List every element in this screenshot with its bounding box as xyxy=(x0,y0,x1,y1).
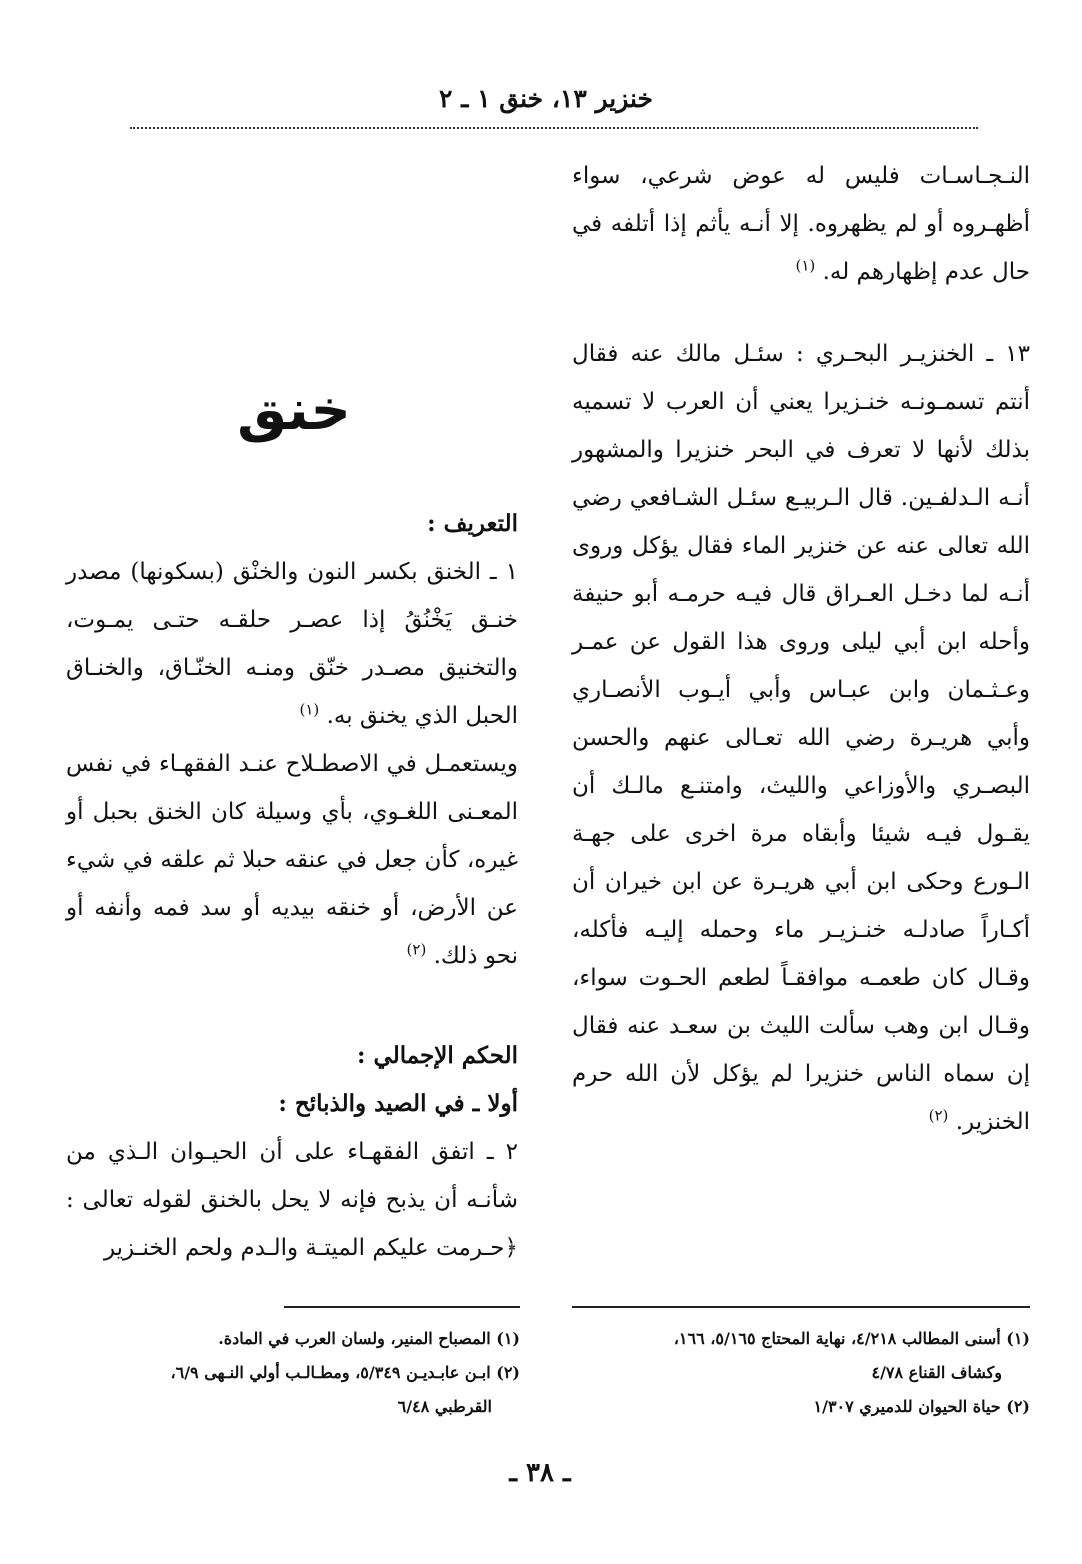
section-gap xyxy=(66,980,518,1032)
footnote-marker: (٢) xyxy=(928,1106,949,1125)
right-paragraph-2 xyxy=(572,330,1030,1146)
footnote-line: (٢) حياة الحيوان للدميري ١/٣٠٧ xyxy=(813,1397,1030,1416)
page-number: ـ ٣٨ ـ xyxy=(509,1458,571,1488)
footnote-rule-left xyxy=(284,1306,520,1308)
left-paragraph-3 xyxy=(66,1128,518,1272)
footnote-line: (١) المصباح المنير، ولسان العرب في المادة. xyxy=(218,1329,520,1348)
paragraph-text: ٢ ـ اتفق الفقهـاء على أن الحيـوان الـذي من شأنـه أن يذبح فإنه لا يحل بالخنق لقوله تعالى : ﴿حـرمت عليكم الميتـة والـدم ولحم الخنـزير xyxy=(66,1139,518,1261)
paragraph-text: ١٣ ـ الخنزيـر البحـري : سئـل مالك عنه فقال أنتم تسمـونـه خنـزيرا يعني أن العرب لا تسميه بذلك لأنها لا تعرف في البحر خنزيرا والمشهور أنـه الـدلفـين. قال الـربيـع سئـل الشـافعي رضي الله تعالى عنه عن خنزير الماء فقال يؤكل وروى أنـه لما دخـل العـراق قال فيـه حرمـه أبو حنيفة وأحله ابن أبي ليلى وروى هذا القول عن عمـر وعـثـمان وابن عبـاس وأبي أيـوب الأنصـاري وأبي هريـرة رضي الله تعـالى عنهم والحسن البصـري والأوزاعي والليث، وامتنـع مالـك أن يقـول فيـه شيئا وأبقاه مرة اخرى على جهـة الـورع وحكى ابن أبي هريـرة عن ابن خيران أن أكـاراً صادلـه خنـزيـر ماء وحمله إليـه فأكله، وقـال كان طعمـه موافقـاً لطعم الحـوت سواء، وقـال ابن وهب سألت الليث بن سعـد عنه فقال إن سماه الناس خنزيرا لم يؤكل لأن الله حرم الخنزير. xyxy=(572,341,1030,1135)
footnote-marker: (٢) xyxy=(406,940,427,959)
footnote-line: (٢) ابـن عابـديـن ٥/٣٤٩، ومطـالـب أولي النـهى ٦/٩، xyxy=(170,1363,520,1382)
footnotes-right xyxy=(570,1322,1030,1424)
left-column xyxy=(66,500,518,1272)
header-dotted-rule xyxy=(130,127,978,129)
left-paragraph-2 xyxy=(66,740,518,980)
left-paragraph-1 xyxy=(66,548,518,740)
footnote-marker: (١) xyxy=(795,256,816,275)
subheading: أولا ـ في الصيد والذبائح : xyxy=(278,1090,518,1117)
paragraph-text: ١ ـ الخنق بكسر النون والخنْق (بسكونها) مصدر خنـق يَخْنُقُ إذا عصـر حلقـه حتـى يمـوت، والتخنيق مصـدر خنّق ومنـه الخنّـاق، والخنـاق الحبل الذي يخنق به. xyxy=(66,559,518,729)
right-column xyxy=(572,152,1030,1146)
footnote-line: وكشاف القناع ٤/٧٨ xyxy=(871,1363,1002,1382)
definition-heading: التعريف : xyxy=(427,510,518,537)
right-paragraph-1 xyxy=(572,152,1030,296)
footnote-marker: (١) xyxy=(299,700,320,719)
paragraph-text: النـجـاسـات فليس له عوض شرعي، سواء أظهـروه أو لم يظهروه. إلا أنـه يأثم إذا أتلفه في حال عدم إظهارهم له. xyxy=(572,163,1030,285)
footnote-rule-right xyxy=(572,1306,1030,1308)
running-header: خنزير ١٣، خنق ١ ـ ٢ xyxy=(438,84,654,113)
paragraph-text: ويستعمـل في الاصطـلاح عنـد الفقهـاء في نفس المعـنى اللغـوي، بأي وسيلة كان الخنق بحبل أو غيره، كأن جعل في عنقه حبلا ثم علقه في شيء عن الأرض، أو خنقه بيديه أو سد فمه وأنفه أو نحو ذلك. xyxy=(66,751,518,969)
footnotes-left xyxy=(64,1322,520,1424)
article-title: خنق xyxy=(237,378,351,443)
footnote-line: القرطبي ٦/٤٨ xyxy=(397,1397,492,1416)
ruling-heading: الحكم الإجمالي : xyxy=(357,1042,518,1069)
paragraph-gap xyxy=(572,296,1030,330)
footnote-line: (١) أسنى المطالب ٤/٢١٨، نهاية المحتاج ٥/١٦٥، ١٦٦، xyxy=(673,1329,1030,1348)
